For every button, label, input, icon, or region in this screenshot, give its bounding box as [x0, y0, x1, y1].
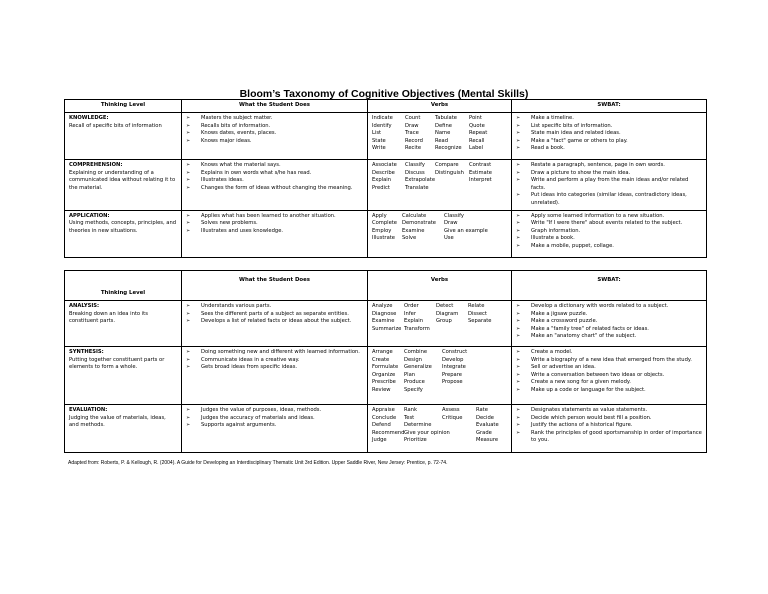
- level-desc: Putting together constituent parts or elements to form a whole.: [69, 356, 165, 371]
- swbat-list: [516, 213, 702, 251]
- level-name: APPLICATION:: [69, 212, 110, 219]
- does-cell: [182, 160, 368, 211]
- header-swbat: SWBAT:: [512, 100, 707, 113]
- does-list: [186, 349, 363, 372]
- verbs-grid: [372, 213, 507, 243]
- list-item: ➢ Write a conversation between two ideas or objects.: [516, 372, 702, 380]
- list-item: ➢ Illustrate a book.: [516, 235, 702, 243]
- verb-item: Calculate: [402, 212, 427, 219]
- citation-footnote: Adapted from: Roberts, P. & Kellough, R. (2004). A Guide for Developing an Interdisciplinary Thematic Unit 3rd Edition. Upper Saddle River, New Jersey: Prentice, p. 72-74.: [68, 460, 448, 466]
- level-desc: Using methods, concepts, principles, and theories in new situations.: [69, 220, 177, 234]
- verb-item: Group: [436, 318, 452, 325]
- does-list: [186, 303, 363, 326]
- verb-item: [436, 326, 466, 334]
- does-cell: [182, 405, 368, 453]
- verb-item: Defend: [372, 422, 391, 429]
- verb-item: Extrapolate: [405, 177, 436, 184]
- verb-item: Record: [405, 137, 423, 144]
- list-item: ➢ Decide which person would best fill a position.: [516, 415, 702, 423]
- verbs-cell: [368, 210, 512, 257]
- swbat-cell: [512, 301, 707, 347]
- swbat-list: [516, 303, 702, 341]
- verb-item: Produce: [404, 379, 425, 386]
- verb-item: Illustrate: [372, 235, 395, 242]
- verb-item: Integrate: [442, 364, 466, 371]
- verb-item: Arrange: [372, 349, 393, 355]
- verb-item: Conclude: [372, 414, 397, 421]
- list-item: ➢ Develops a list of related facts or ideas about the subject.: [186, 318, 363, 326]
- verb-item: [469, 185, 497, 193]
- row-evaluation: [65, 405, 707, 453]
- taxonomy-table-bottom: [64, 270, 707, 453]
- list-item: ➢ Solves new problems.: [186, 220, 363, 228]
- list-item: ➢ Communicate ideas in a creative way.: [186, 357, 363, 365]
- verb-item: Demonstrate: [402, 220, 436, 227]
- verb-item: Draw: [444, 220, 458, 227]
- level-cell: [65, 347, 182, 405]
- level-name: KNOWLEDGE:: [69, 115, 109, 121]
- list-item: ➢ Supports against arguments.: [186, 422, 363, 430]
- list-item: ➢ Make a crossword puzzle.: [516, 318, 702, 326]
- verb-item: Test: [404, 414, 415, 421]
- list-item: ➢ Make a jigsaw puzzle.: [516, 311, 702, 319]
- level-desc: Breaking down an idea into its constituent parts.: [69, 310, 148, 325]
- list-item: ➢ Create a new song for a given melody.: [516, 379, 702, 387]
- verb-item: Use: [444, 235, 454, 242]
- header-thinking-level: Thinking Level: [65, 100, 182, 113]
- row-knowledge: [65, 113, 707, 160]
- list-item: ➢ Create a model.: [516, 349, 702, 357]
- verb-item: Specify: [404, 386, 423, 393]
- verb-item: Transform: [404, 325, 430, 332]
- does-cell: [182, 301, 368, 347]
- verb-item: Quote: [469, 122, 485, 129]
- verb-item: List: [372, 130, 382, 137]
- verb-item: [442, 387, 482, 395]
- verbs-grid: [372, 162, 507, 192]
- verb-item: Analyze: [372, 303, 393, 309]
- does-cell: [182, 347, 368, 405]
- verbs-grid: [372, 303, 507, 333]
- verb-item: Discuss: [405, 169, 425, 176]
- verb-item: Apply: [372, 212, 387, 219]
- verb-item: Order: [404, 303, 419, 309]
- level-desc: Explaining or understanding of a communicated idea without relating it to the material.: [69, 169, 176, 191]
- verb-item: Examine: [372, 318, 395, 325]
- list-item: ➢ Illustrates and uses knowledge.: [186, 228, 363, 236]
- level-name: COMPREHENSION:: [69, 162, 123, 168]
- verb-item: Construct: [442, 349, 468, 355]
- list-item: ➢ Understands various parts.: [186, 303, 363, 311]
- list-item: ➢ Changes the form of ideas without changing the meaning.: [186, 185, 363, 193]
- list-item: ➢ Recalls bits of information.: [186, 123, 363, 131]
- level-cell: [65, 405, 182, 453]
- verb-item: Detect: [436, 303, 454, 309]
- verb-item: Identify: [372, 122, 392, 129]
- list-item: ➢ Develop a dictionary with words related to a subject.: [516, 303, 702, 311]
- list-item: ➢ State main idea and related ideas.: [516, 130, 702, 138]
- verb-item: Appraise: [372, 407, 395, 413]
- verb-item: Judge: [372, 437, 387, 444]
- swbat-list: [516, 407, 702, 445]
- row-application: [65, 210, 707, 257]
- verb-item: Decide: [476, 414, 494, 421]
- verb-item: Assess: [442, 407, 460, 413]
- verb-item: Propose: [442, 379, 463, 386]
- verbs-grid: [372, 115, 507, 153]
- verb-item: Give your opinion: [404, 429, 450, 436]
- verb-item: Estimate: [469, 169, 492, 176]
- verb-item: Critique: [442, 414, 463, 421]
- level-cell: [65, 160, 182, 211]
- verb-item: Infer: [404, 310, 416, 317]
- verb-item: Define: [435, 122, 452, 129]
- verb-item: Classify: [405, 162, 425, 168]
- verb-item: Interpret: [469, 177, 492, 184]
- verb-item: Summarize: [372, 325, 402, 332]
- verb-item: Predict: [372, 184, 390, 191]
- verb-item: Grade: [476, 429, 492, 436]
- taxonomy-table-top: [64, 99, 707, 258]
- list-item: ➢ Sell or advertise an idea.: [516, 364, 702, 372]
- verb-item: [442, 437, 474, 445]
- verb-item: Examine: [402, 227, 425, 234]
- verbs-cell: [368, 160, 512, 211]
- swbat-list: [516, 349, 702, 395]
- list-item: ➢ Graph information.: [516, 228, 702, 236]
- list-item: ➢ Illustrates ideas.: [186, 177, 363, 185]
- verb-item: Employ: [372, 227, 392, 234]
- verb-item: Read: [435, 137, 449, 144]
- verb-item: Explain: [404, 318, 423, 325]
- list-item: ➢ Make an "anatomy chart" of the subject.: [516, 333, 702, 341]
- list-item: ➢ Rank the principles of good sportsmanship in order of importance to you.: [516, 430, 702, 445]
- row-synthesis: [65, 347, 707, 405]
- verb-item: Classify: [444, 212, 464, 219]
- verb-item: [442, 422, 474, 430]
- list-item: ➢ Make a timeline.: [516, 115, 702, 123]
- verb-item: [435, 177, 467, 185]
- verb-item: Rate: [476, 407, 488, 413]
- verb-item: Prepare: [442, 371, 462, 378]
- verbs-cell: [368, 301, 512, 347]
- verb-item: State: [372, 137, 386, 144]
- verb-item: Name: [435, 130, 451, 137]
- verb-item: [442, 430, 474, 438]
- verb-item: Count: [405, 115, 421, 121]
- verb-item: Generalize: [404, 364, 432, 371]
- verb-item: Recognize: [435, 145, 462, 152]
- list-item: ➢ Make a "fact" game or others to play.: [516, 138, 702, 146]
- does-list: [186, 162, 363, 192]
- verb-item: Prescribe: [372, 379, 396, 386]
- header-thinking-level: Thinking Level: [65, 271, 182, 301]
- does-cell: [182, 210, 368, 257]
- verb-item: Give an example: [444, 227, 488, 234]
- level-cell: [65, 210, 182, 257]
- list-item: ➢ Put ideas into categories (similar ideas, contradictory ideas, unrelated).: [516, 192, 702, 207]
- list-item: ➢ Write and perform a play from the main ideas and/or related facts.: [516, 177, 702, 192]
- verb-item: Translate: [405, 184, 429, 191]
- verb-item: Rank: [404, 407, 417, 413]
- level-cell: [65, 301, 182, 347]
- row-analysis: [65, 301, 707, 347]
- verb-item: Plan: [404, 371, 416, 378]
- verb-item: Tabulate: [435, 115, 457, 121]
- verb-item: Solve: [402, 235, 417, 242]
- swbat-list: [516, 115, 702, 153]
- verb-item: Determine: [404, 422, 432, 429]
- swbat-cell: [512, 160, 707, 211]
- list-item: ➢ Read a book.: [516, 145, 702, 153]
- verb-item: Compare: [435, 162, 459, 168]
- list-item: ➢ Judges the accuracy of materials and ideas.: [186, 415, 363, 423]
- list-item: ➢ Make a "family tree" of related facts or ideas.: [516, 326, 702, 334]
- list-item: ➢ Apply some learned information to a new situation.: [516, 213, 702, 221]
- verb-item: Repeat: [469, 130, 488, 137]
- list-item: ➢ Judges the value of purposes, ideas, methods.: [186, 407, 363, 415]
- list-item: ➢ Designates statements as value statements.: [516, 407, 702, 415]
- swbat-cell: [512, 210, 707, 257]
- verb-item: Diagram: [436, 310, 459, 317]
- level-name: EVALUATION:: [69, 407, 108, 413]
- verb-item: Review: [372, 386, 391, 393]
- list-item: ➢ Explains in own words what s/he has read.: [186, 170, 363, 178]
- verb-item: Label: [469, 145, 483, 152]
- verb-item: Associate: [372, 162, 397, 168]
- level-name: SYNTHESIS:: [69, 349, 104, 355]
- header-verbs: Verbs: [368, 271, 512, 301]
- verb-item: Recite: [405, 145, 422, 152]
- list-item: ➢ Draw a picture to show the main idea.: [516, 170, 702, 178]
- verb-item: Draw: [405, 122, 419, 129]
- does-list: [186, 213, 363, 236]
- verb-item: Write: [372, 145, 386, 152]
- verb-item: Indicate: [372, 115, 393, 121]
- verb-item: [435, 185, 467, 193]
- list-item: ➢ List specific bits of information.: [516, 123, 702, 131]
- verb-item: Organize: [372, 371, 396, 378]
- list-item: ➢ Make up a code or language for the subject.: [516, 387, 702, 395]
- row-comprehension: [65, 160, 707, 211]
- header-verbs: Verbs: [368, 100, 512, 113]
- verb-item: Separate: [468, 318, 492, 325]
- verb-item: Create: [372, 356, 390, 363]
- verb-item: Diagnose: [372, 310, 397, 317]
- verb-item: [468, 326, 494, 334]
- verb-item: Recommend: [372, 429, 405, 436]
- verb-item: Design: [404, 356, 422, 363]
- list-item: ➢ Make a mobile, puppet, collage.: [516, 243, 702, 251]
- does-cell: [182, 113, 368, 160]
- header-student-does: What the Student Does: [182, 271, 368, 301]
- list-item: ➢ Sees the different parts of a subject as separate entities.: [186, 311, 363, 319]
- swbat-cell: [512, 347, 707, 405]
- list-item: ➢ Justify the actions of a historical figure.: [516, 422, 702, 430]
- swbat-cell: [512, 405, 707, 453]
- list-item: ➢ Knows major ideas.: [186, 138, 363, 146]
- verb-item: Explain: [372, 177, 391, 184]
- verbs-grid: [372, 407, 507, 445]
- verbs-grid: [372, 349, 507, 395]
- list-item: ➢ Masters the subject matter.: [186, 115, 363, 123]
- verb-item: Distinguish: [435, 169, 464, 176]
- swbat-cell: [512, 113, 707, 160]
- verb-item: Evaluate: [476, 422, 499, 429]
- level-desc: Judging the value of materials, ideas, and methods.: [69, 414, 166, 429]
- level-name: ANALYSIS:: [69, 303, 100, 309]
- verb-item: Formulate: [372, 364, 399, 371]
- list-item: ➢ Gets broad ideas from specific ideas.: [186, 364, 363, 372]
- list-item: ➢ Doing something new and different with learned information.: [186, 349, 363, 357]
- verb-item: Dissect: [468, 310, 487, 317]
- verbs-cell: [368, 405, 512, 453]
- verbs-cell: [368, 347, 512, 405]
- verb-item: Describe: [372, 169, 395, 176]
- level-cell: [65, 113, 182, 160]
- swbat-list: [516, 162, 702, 208]
- verbs-cell: [368, 113, 512, 160]
- does-list: [186, 407, 363, 430]
- list-item: ➢ Write a biography of a new idea that emerged from the study.: [516, 357, 702, 365]
- verb-item: Recall: [469, 137, 485, 144]
- verb-item: Contrast: [469, 162, 492, 168]
- list-item: ➢ Write "If I were there" about events related to the subject.: [516, 220, 702, 228]
- verb-item: Combine: [404, 349, 428, 355]
- verb-item: Trace: [405, 130, 419, 137]
- level-desc: Recall of specific bits of information: [69, 122, 162, 129]
- verb-item: Prioritize: [404, 437, 427, 444]
- list-item: ➢ Restate a paragraph, sentence, page in own words.: [516, 162, 702, 170]
- verb-item: Complete: [372, 220, 398, 227]
- verb-item: Relate: [468, 303, 485, 309]
- list-item: ➢ Knows what the material says.: [186, 162, 363, 170]
- verb-item: Point: [469, 115, 482, 121]
- header-student-does: What the Student Does: [182, 100, 368, 113]
- verb-item: Measure: [476, 437, 499, 444]
- verb-item: Develop: [442, 356, 464, 363]
- page-title: Bloom’s Taxonomy of Cognitive Objectives (Mental Skills): [239, 88, 529, 100]
- does-list: [186, 115, 363, 145]
- header-swbat: SWBAT:: [512, 271, 707, 301]
- list-item: ➢ Knows dates, events, places.: [186, 130, 363, 138]
- list-item: ➢ Applies what has been learned to another situation.: [186, 213, 363, 221]
